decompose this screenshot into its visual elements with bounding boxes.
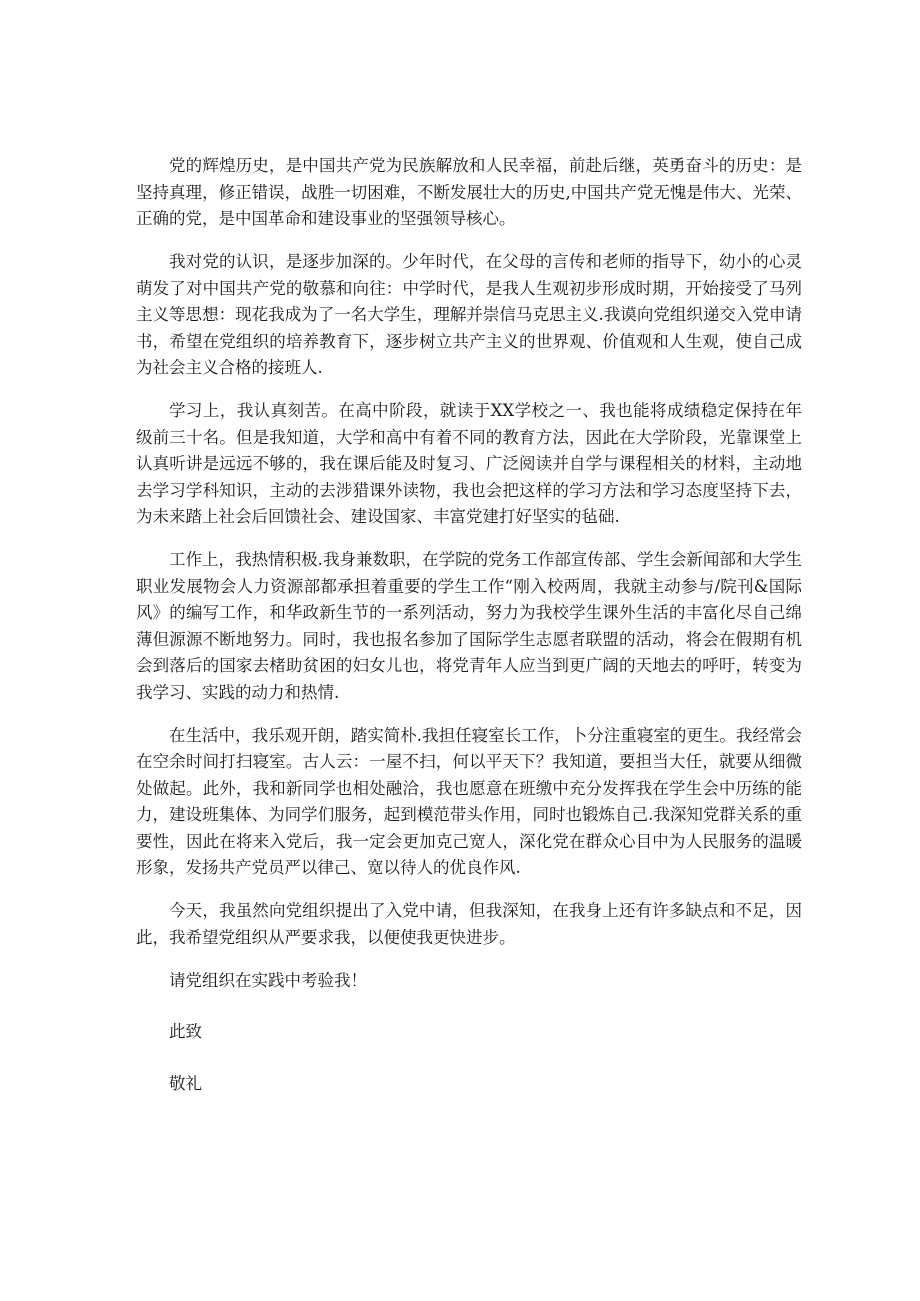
paragraph-party-history: 党的辉煌历史，是中国共产党为民族解放和人民幸福，前赴后继，英勇奋斗的历史：是坚持真理，修正错误，战胜一切困难，不断发展壮大的历史,中国共产党无愧是伟大、光荣、正确的党，是中国革命和建设事业的坚强领导核心。	[136, 156, 802, 228]
paragraph-work: 工作上，我热情积极.我身兼数职，在学院的党务工作部宣传部、学生会新闻部和大学生职业发展物会人力资源部都承担着重要的学生工作“刚入校两周，我就主动参与/院刊&国际风》的编写工作，和华政新生节的一系列活动，努力为我校学生课外生活的丰富化尽自己绵薄但源源不断地努力。同时，我也报名参加了国际学生志愿者联盟的活动，将会在假期有机会到落后的国家去楮助贫困的妇女儿也，将党青年人应当到更广阔的天地去的呼吁，转变为我学习、实践的动力和热情.	[136, 550, 802, 702]
closing-request: 请党组织在实践中考验我！	[169, 970, 367, 990]
paragraph-today: 今天，我虽然向党组织提出了入党中请，但我深知，在我身上还有许多缺点和不足，因此，我希望党组织从严要求我，以便使我更快进步。	[136, 901, 802, 947]
paragraph-study: 学习上，我认真刻苦。在高中阶段，就读于XX学校之一、我也能将成绩稳定保持在年级前三十名。但是我知道，大学和高中有着不同的教育方法，因此在大学阶段，光靠课堂上认真听讲是远远不够的，我在课后能及时复习、广泛阅读并自学与课程相关的材料，主动地去学习学科知识，主动的去涉猎课外读物，我也会把这样的学习方法和学习态度坚持下去，为未来踏上社会后回馈社会、建设国家、丰富党建打好坚实的毡础.	[136, 401, 802, 526]
closing-salutation: 此致	[169, 1022, 202, 1041]
letter-body	[136, 153, 802, 1122]
closing-regards: 敬礼	[169, 1073, 202, 1093]
paragraph-understanding: 我对党的认识，是逐步加深的。少年时代，在父母的言传和老师的指导下，幼小的心灵萌发了对中国共产党的敬慕和向往：中学时代，是我人生观初步形成时期，开始接受了马列主义等思想：现花我成为了一名大学生，理解并崇信马克思主义.我谟向党组织递交入党申请书，希望在党组织的培养教育下，逐步树立共产主义的世界观、价值观和人生观，使自己成为社会主义合格的接班人.	[136, 252, 802, 377]
paragraph-life: 在生活中，我乐观开朗，踏实简朴.我担任寝室长工作，卜分注重寝室的更生。我经常会在空余时间打扫寝室。古人云：一屋不扫，何以平天下？我知道，要担当大任，就要从细微处做起。此外，我和新同学也相处融洽，我也愿意在班缴中充分发挥我在学生会中历练的能力，建设班集体、为同学们服务，起到模范带头作用，同时也锻炼自己.我深知党群关系的重要性，因此在将来入党后，我一定会更加克己宽人，深化党在群众心目中为人民服务的温暖形象，发扬共产党员严以律己、宽以待人的优良作风.	[136, 725, 802, 877]
